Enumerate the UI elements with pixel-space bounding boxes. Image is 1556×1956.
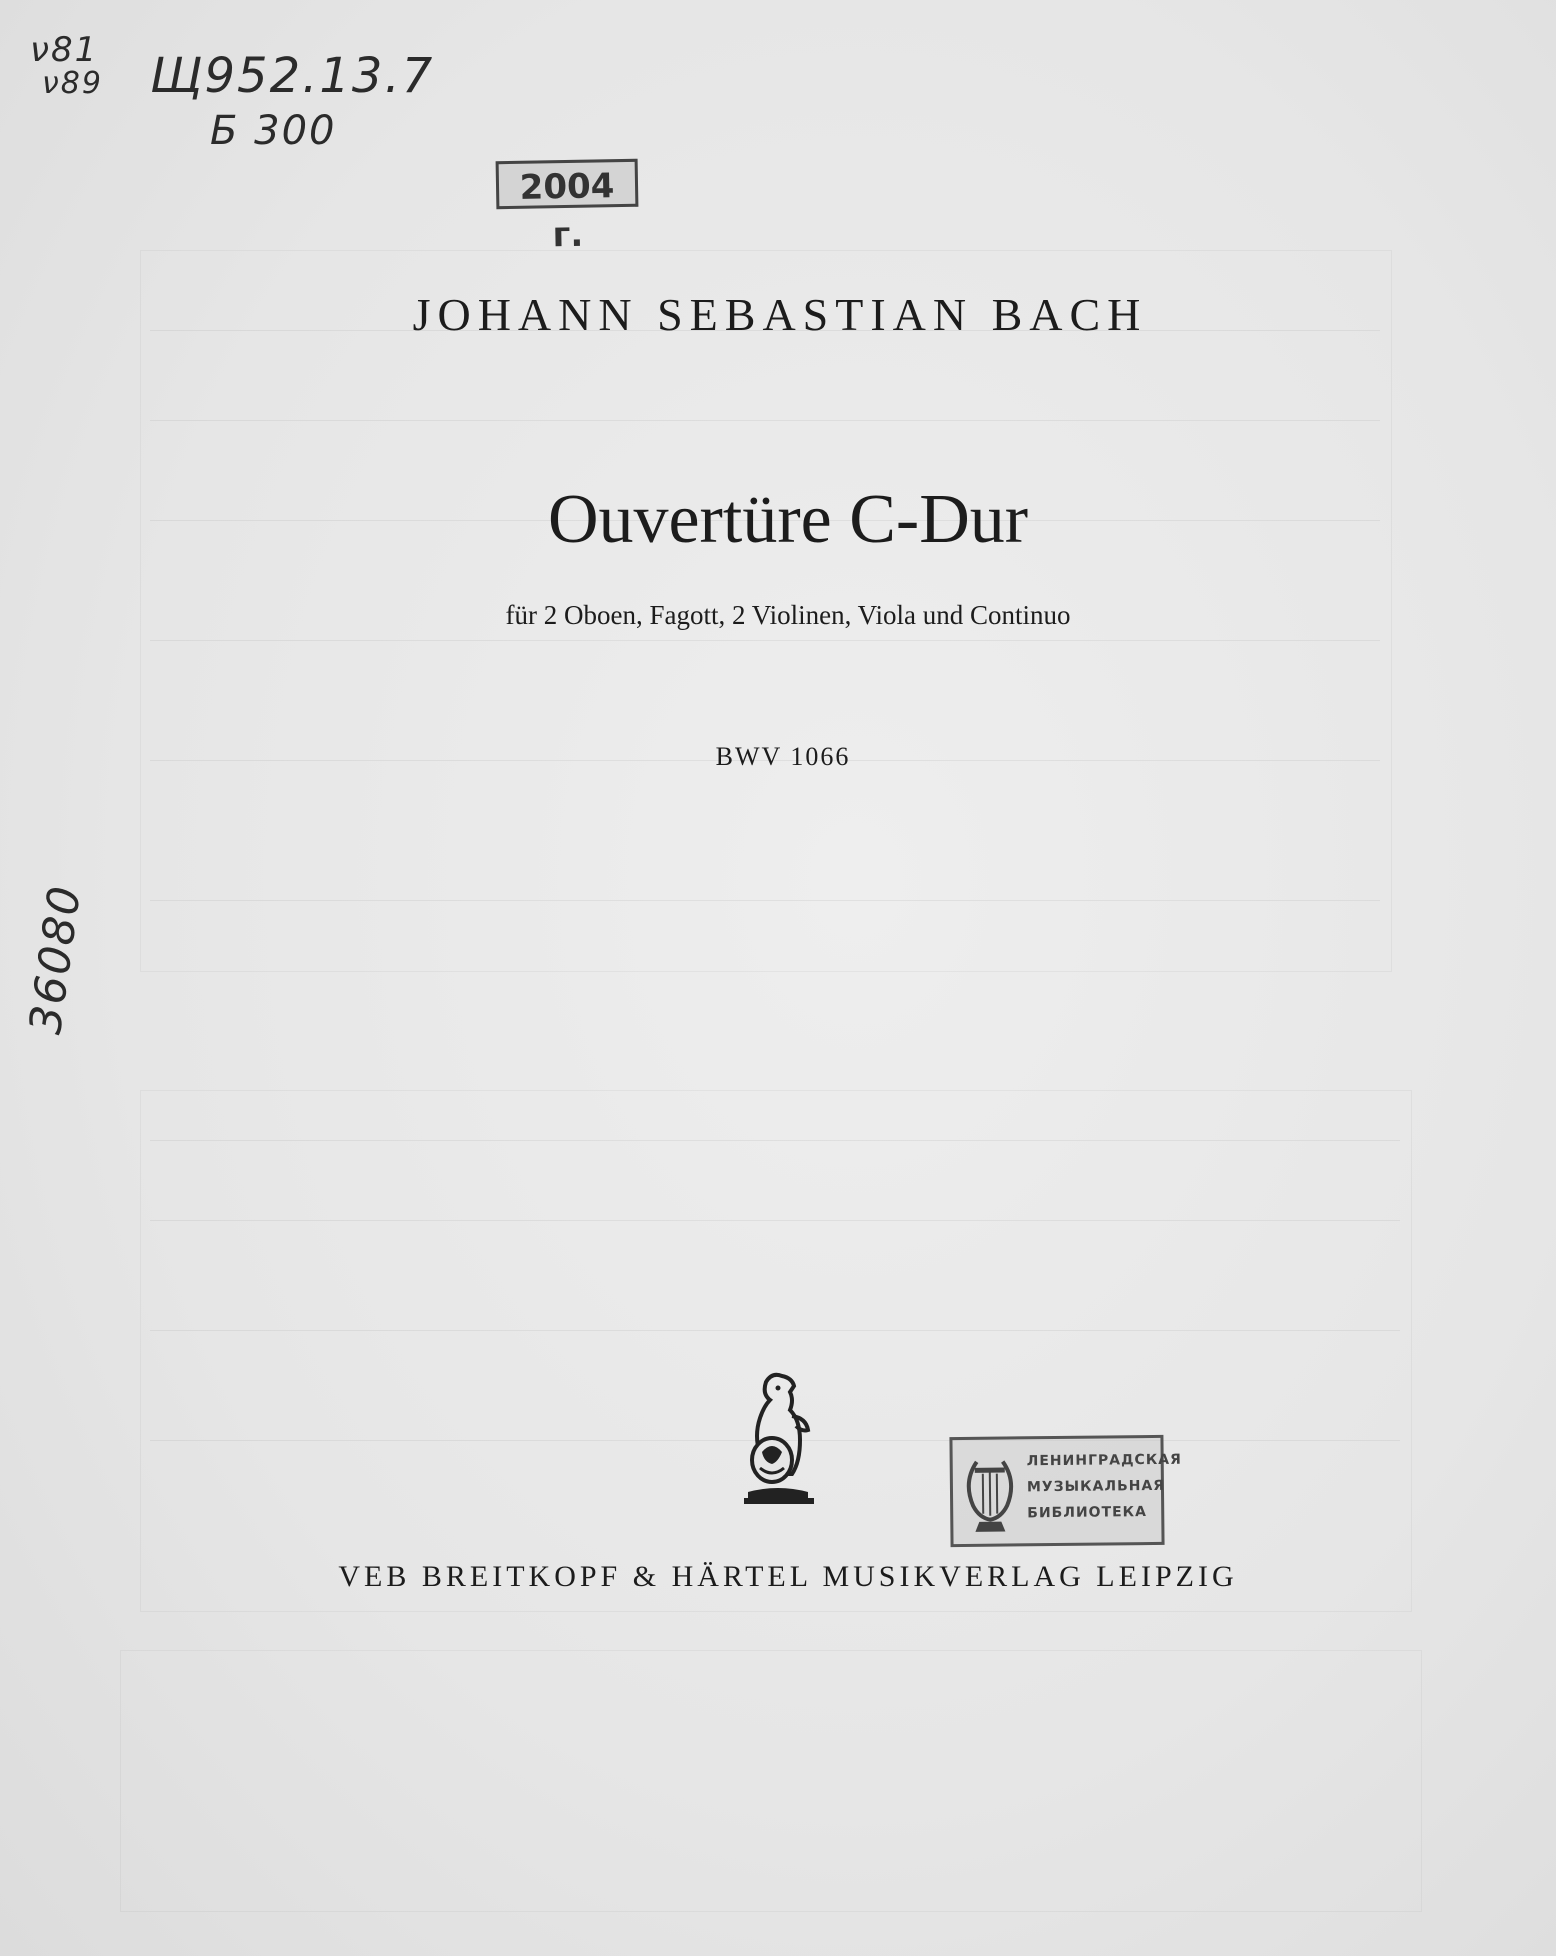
bleed-through-frame bbox=[120, 1650, 1422, 1912]
bleed-through-line bbox=[150, 640, 1380, 641]
library-stamp-line: БИБЛИОТЕКА bbox=[1027, 1504, 1148, 1522]
bleed-through-line bbox=[150, 420, 1380, 421]
work-title: Ouvertüre C-Dur bbox=[547, 481, 1029, 558]
handwritten-inventory-number: 36080 bbox=[20, 881, 92, 1038]
instrumentation: für 2 Oboen, Fagott, 2 Violinen, Viola und Continuo bbox=[505, 600, 1071, 630]
library-stamp-line: МУЗЫКАЛЬНАЯ bbox=[1026, 1477, 1166, 1496]
publisher-bear-logo bbox=[726, 1370, 826, 1510]
library-stamp-line: ЛЕНИНГРАДСКАЯ bbox=[1026, 1451, 1182, 1470]
date-stamp: 2004 г. bbox=[496, 159, 639, 209]
lyre-icon bbox=[961, 1451, 1020, 1536]
bleed-through-line bbox=[150, 1220, 1400, 1221]
composer-name: JOHANN SEBASTIAN BACH bbox=[412, 289, 1148, 340]
bleed-through-line bbox=[150, 1140, 1400, 1141]
bleed-through-line bbox=[150, 900, 1380, 901]
handwritten-shelf-code: Щ952.13.7 bbox=[150, 48, 435, 104]
publisher-name: VEB BREITKOPF & HÄRTEL MUSIKVERLAG LEIPZIG bbox=[338, 1560, 1238, 1593]
handwritten-shelf-sub: Б 300 bbox=[210, 108, 337, 154]
handwritten-corner-note: ν89 bbox=[42, 66, 103, 101]
bleed-through-line bbox=[150, 1330, 1400, 1331]
handwritten-corner-note: ν81 bbox=[30, 30, 99, 70]
library-stamp bbox=[949, 1435, 1182, 1547]
bleed-through-frame bbox=[140, 1090, 1412, 1612]
catalog-number: BWV 1066 bbox=[715, 742, 851, 771]
